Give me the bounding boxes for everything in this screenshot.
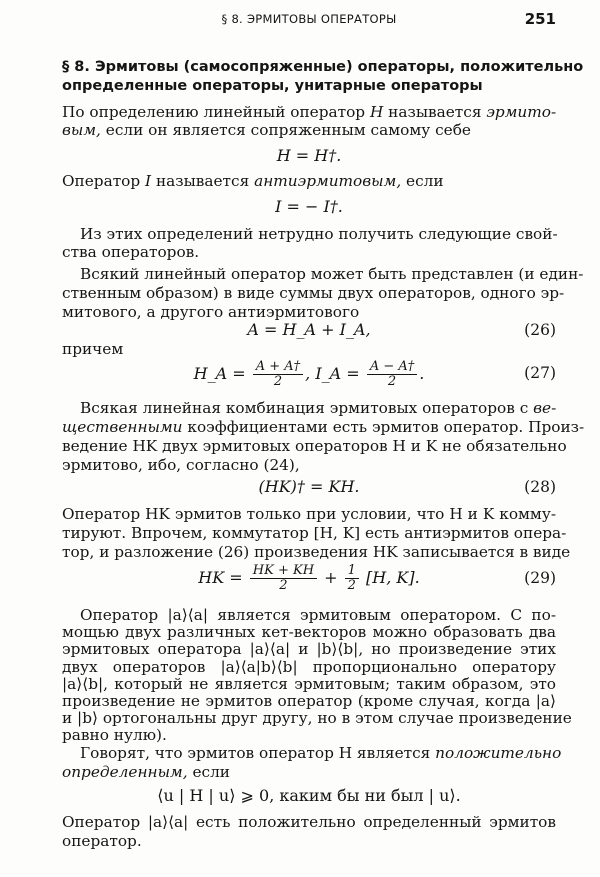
equation-number-27: (27) [524,364,556,382]
term-italic: антиэрмитовым, [254,172,402,190]
term-italic: положительно [435,744,562,762]
text-span: если он является сопряженным самому себе [100,121,471,139]
text-line: тор, и разложение (26) произведения HK записывается в виде [62,543,571,561]
equation-26: A = H_A + I_A, [247,320,371,339]
eq-part: , I_A = [305,364,360,383]
eq-part: H_A = [193,364,246,383]
text-line [80,398,556,418]
term-italic: определенным, [62,763,188,781]
section-title-line-2: определенные операторы, унитарные операторы [62,78,483,94]
term-italic: вым, [62,121,101,139]
text-line: Оператор |a⟩⟨a| является эрмитовым оператором. С по- [80,606,556,624]
fraction-denominator: 2 [387,374,397,389]
fraction [250,564,317,593]
text-line: Из этих определений нетрудно получить следующие свой- [80,225,558,243]
text-span: называется [151,172,255,190]
fraction [253,360,303,389]
term-italic: ве- [533,399,557,417]
text-line: эрмитово, ибо, согласно (24), [62,456,300,474]
equation-number-26: (26) [524,321,556,339]
text-line: Оператор |a⟩⟨a| есть положительно определенный эрмитов [62,813,556,831]
term-italic: эрмито- [486,103,557,121]
text-line [62,120,556,140]
text-line [62,417,585,437]
section-title [62,58,584,96]
eq-part: [H, K]. [366,568,420,587]
math-var: H [369,103,384,121]
text-line: равно нулю). [62,726,167,745]
text-line [62,762,556,782]
equation-28: (HK)† = KH. [258,477,360,496]
text-span: если [401,172,444,190]
text-line [62,171,556,191]
equation-hermitian: H = H†. [276,146,342,165]
text-line: мощью двух различных кет-векторов можно образовать два [62,623,556,642]
text-span: коэффициентами есть эрмитов оператор. Произ- [182,418,585,436]
running-title: § 8. ЭРМИТОВЫ ОПЕРАТОРЫ [221,12,397,26]
text-line: митового, а другого антиэрмитового [62,303,360,321]
text-span: если [187,763,231,781]
text-line [80,743,562,763]
text-line: ственным образом) в виде суммы двух операторов, одного эр- [62,284,565,302]
fraction-denominator: 2 [273,374,283,389]
eq-part: . [419,364,425,383]
text-line: оператор. [62,832,142,850]
fraction [345,564,359,593]
fraction-denominator: 2 [279,578,288,593]
text-line [62,102,556,122]
eq-part: HK = [198,568,243,587]
text-line: ведение HK двух эрмитовых операторов H и K не обязательно [62,437,567,455]
text-span: называется [383,103,487,121]
text-line: причем [62,340,124,358]
text-span: Оператор [62,172,146,190]
text-line: тируют. Впрочем, коммутатор [H, K] есть антиэрмитов опера- [62,524,567,542]
text-line: Оператор HK эрмитов только при условии, что H и K комму- [62,505,556,523]
equation-positive-definite: ⟨u | H | u⟩ ⩾ 0, каким бы ни был | u⟩. [157,786,461,805]
fraction [367,360,417,389]
section-title-line-1: § 8. Эрмитовы (самосопряженные) операторы, положительно [62,59,584,75]
text-line: произведение не эрмитов оператор (кроме случая, когда |a⟩ [62,692,556,710]
equation-29 [62,560,556,596]
fraction-numerator: A + A† [253,360,303,375]
text-line: Всякий линейный оператор может быть представлен (и един- [80,265,584,283]
fraction-numerator: A − A† [367,360,417,375]
text-line: эрмитовых оператора |a⟩⟨a| и |b⟩⟨b|, но произведение этих [62,640,556,659]
equation-number-28: (28) [524,478,556,496]
eq-part: + [324,568,338,587]
text-span: Всякая линейная комбинация эрмитовых операторов с [80,399,534,417]
page-number: 251 [524,10,556,28]
page-header [62,12,556,34]
math-var: I [145,172,152,190]
fraction-denominator: 2 [347,578,356,593]
text-span: По определению линейный оператор [62,103,370,121]
text-line: и |b⟩ ортогональны друг другу, но в этом случае произведение [62,709,572,728]
equation-27 [62,356,556,392]
equation-antihermitian: I = − I†. [275,197,343,216]
text-line: |a⟩⟨b|, который не является эрмитовым; таким образом, это [62,674,556,693]
text-line: ства операторов. [62,243,200,261]
term-italic: щественными [62,418,183,436]
fraction-numerator: HK + KH [250,564,317,579]
equation-number-29: (29) [524,569,556,587]
fraction-numerator: 1 [345,564,359,579]
text-span: Говорят, что эрмитов оператор H является [80,744,436,762]
text-line: двух операторов |a⟩⟨a|b⟩⟨b| пропорционально оператору [62,657,556,676]
